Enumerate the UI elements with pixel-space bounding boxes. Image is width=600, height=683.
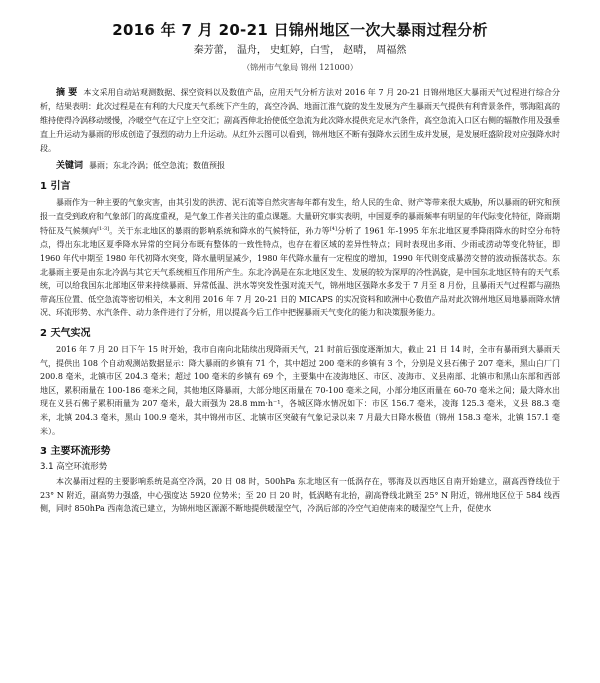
weather-paragraph: 2016 年 7 月 20 日下午 15 时开始，我市自南向北陆续出现降雨天气，21 时前后强度逐渐加大，截止 21 日 14 时，全市有暴雨到大暴雨天气，提供出 108 个自动观测站数据显示：降大暴雨的乡镇有 71 个，其中超过 200 毫米的乡镇有 3 个，分别是义县石佛子 207 毫米，黑山白厂门 200.8 毫米，北镇市区 204.3 毫米；超过 100 毫米的乡镇有 69 个，主要集中在凌海地区、市区、凌海市、义县南部、北镇市和黑山东部和西部地区，累积雨量在 100-186 毫米之间，其他地区降暴雨，大部分地区雨量在 70-100 毫米之间，小部分地区雨量在 60-70 毫米之间；最大降水出现在义县石佛子累积雨量为 207 毫米，最大雨强为 28.8 mm·h⁻¹，各城区降水情况如下：市区 156.7 毫米，凌海 125.3 毫米，义县 88.3 毫米，北镇 204.3 毫米，黑山 100.9 毫米，其中锦州市区、北镇市区突破有气象记录以来 7 月最大日降水极值（锦州 158.3 毫米，北镇 157.1 毫米）。 bbox=[40, 345, 560, 436]
section-heading-circulation: 3 主要环流形势 bbox=[40, 446, 111, 458]
introduction-paragraph bbox=[40, 196, 560, 320]
keywords-label: 关键词 bbox=[56, 161, 84, 171]
intro-text-part-1: 暴雨作为一种主要的气象灾害，由其引发的洪涝、泥石流等自然灾害每年都有发生，给人民的生命、财产等带来很大威胁，所以暴雨的研究和预报一直受到政府和气象部门的高度重视，是气象工作者关注的重点课题。大量研究事实表明，中国夏季的暴雨频率有明显的年代际变化特征，降雨期特征及气候频向 bbox=[40, 198, 560, 236]
citation-ref-1: [1-3] bbox=[97, 226, 110, 233]
section-heading-introduction: 1 引言 bbox=[40, 181, 71, 192]
citation-ref-2: [4] bbox=[329, 226, 337, 233]
keywords-text: 暴雨；东北冷涡；低空急流；数值预报 bbox=[89, 161, 226, 170]
paper-authors: 秦芳蕾， 温舟， 史虹婷，白雪， 赵晴， 周福然 bbox=[193, 45, 407, 56]
intro-text-part-3: 分析了 1961 年-1995 年东北地区夏季降雨降水的时空分布特点，得出东北地区夏季降水异常的空间分布既有整体的一致性特点，也存在着区域的差异性特点；同时表现出多雨、少雨或涝动等变化特征，即 1960 年代中期至 1980 年代初降水突变，降水量明显减少，1980 年代降水量有一定程度的增加，1990 年代则变成暴涝交替的波动振荡状态。东北暴雨主要是由东北冷涡与其它天气系统相互作用所产生。东北冷涡是在东北地区发生、发展的较为深厚的冷性涡旋，是中国东北地区特有的天气系统，可以给我国东北部地区带来持续暴雨、异常低温、洪水等突发性强对流天气，锦州地区强降水多发于 7 月至 8 月份，且暴雨天气过程都与副热带高压位置、低空急流等密切相关，本文利用 2016 年 7 月 20-21 日的 MICAPS 的实况资料和欧洲中心数值产品对此次锦州地区局地暴雨降水情况、环流形势、水汽条件、动力条件进行了分析，用以提高今后工作中把握暴雨天气变化的能力和决策服务能力。 bbox=[40, 226, 561, 318]
section-heading-weather: 2 天气实况 bbox=[40, 328, 91, 339]
subsection-heading-upper-air: 3.1 高空环流形势 bbox=[40, 462, 108, 473]
abstract-label: 摘 要 bbox=[56, 88, 78, 98]
abstract-text: 本文采用自动站观测数据、探空资料以及数值产品，应用天气分析方法对 2016 年 7 月 20-21 日锦州地区大暴雨天气过程进行综合分析，结果表明：此次过程是在有利的大尺度天气系统下产生的，高空冷涡、地面江淮气旋的发生发展为产生暴雨天气提供有利背景条件，鄂海阻高的维持使得冷涡移动缓慢，冷暖空气在辽宁上空交汇；副高西伸北抬使低空急流为此次降水提供充足水汽条件，高空急流入口区右侧的辐散作用及强垂直上升运动为暴雨的形成创造了强烈的动力上升运动。从红外云图可以看到，锦州地区不断有强降水云团生成并发展，是发展旺盛阶段对应强降水时段。 bbox=[40, 88, 561, 153]
abstract bbox=[40, 86, 560, 156]
upper-air-paragraph: 本次暴雨过程的主要影响系统是高空冷涡，20 日 08 时，500hPa 东北地区有一低涡存在，鄂海及以西地区自南开始建立，副高西脊线位于 23° N 附近，副高势力强盛，中心强度达 5920 位势米；至 20 日 20 时，低涡略有北抬，副高脊线北跳至 25° N 附近，锦州地区位于 584 线西侧，同时 850hPa 西南急流已建立，为锦州地区源源不断地提供暖湿空气，冷涡后部的冷空气迫使南来的暖湿空气上升，促使水 bbox=[40, 477, 560, 514]
intro-text-part-2: 。关于东北地区的暴雨的影响系统和降水的气候特征，孙力等 bbox=[109, 226, 330, 236]
keywords bbox=[40, 159, 560, 173]
paper-title: 2016 年 7 月 20-21 日锦州地区一次大暴雨过程分析 bbox=[112, 21, 488, 39]
paper-affiliation: （锦州市气象局 锦州 121000） bbox=[242, 63, 358, 72]
